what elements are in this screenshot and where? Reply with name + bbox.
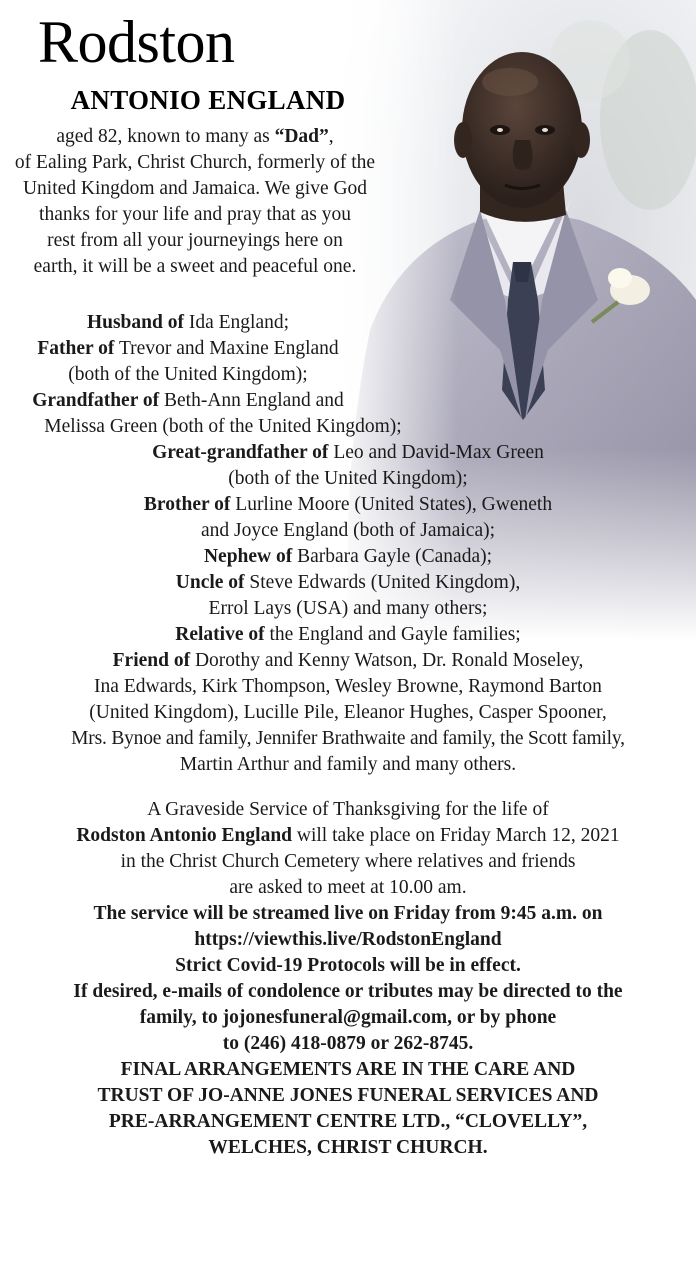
relation-line: Great-grandfather of Leo and David-Max Green (152, 442, 544, 463)
first-name-heading: Rodston (38, 9, 235, 75)
intro-line: United Kingdom and Jamaica. We give God (22, 178, 368, 199)
service-line: are asked to meet at 10.00 am. (229, 877, 467, 898)
intro-line: rest from all your journeyings here on (47, 230, 343, 251)
full-name-heading: ANTONIO ENGLAND (70, 85, 346, 115)
relation-line: Husband of Ida England; (86, 312, 290, 333)
stream-link-text: https://viewthis.live/RodstonEngland (194, 929, 502, 950)
arrangements-line: TRUST OF JO-ANNE JONES FUNERAL SERVICES AND (97, 1085, 599, 1106)
relation-line: Errol Lays (USA) and many others; (208, 598, 488, 619)
relation-line: (both of the United Kingdom); (228, 468, 468, 489)
relation-line: Ina Edwards, Kirk Thompson, Wesley Browne, Raymond Barton (94, 676, 602, 697)
notice-line: If desired, e-mails of condolence or tributes may be directed to the (73, 981, 623, 1002)
arrangements-line: PRE-ARRANGEMENT CENTRE LTD., “CLOVELLY”, (108, 1111, 588, 1132)
intro-line: aged 82, known to many as “Dad”, (56, 126, 334, 147)
relation-line: Father of Trevor and Maxine England (37, 338, 339, 359)
relation-line: Relative of the England and Gayle families; (175, 624, 521, 645)
relation-line: and Joyce England (both of Jamaica); (200, 520, 496, 541)
relation-line: Melissa Green (both of the United Kingdom); (44, 416, 402, 437)
relation-line: Uncle of Steve Edwards (United Kingdom), (175, 572, 521, 593)
intro-line: of Ealing Park, Christ Church, formerly of the (14, 152, 376, 173)
relation-line: Friend of Dorothy and Kenny Watson, Dr. Ronald Moseley, (112, 650, 584, 671)
service-line: Rodston Antonio England will take place on Friday March 12, 2021 (76, 825, 620, 846)
relation-line: Nephew of Barbara Gayle (Canada); (203, 546, 493, 567)
relation-line: Brother of Lurline Moore (United States), Gweneth (143, 494, 553, 515)
contact-email-text: family, to jojonesfuneral@gmail.com, or by phone (139, 1007, 557, 1028)
intro-line: thanks for your life and pray that as you (39, 204, 351, 225)
notice-line: The service will be streamed live on Friday from 9:45 a.m. on (93, 903, 603, 924)
arrangements-line: FINAL ARRANGEMENTS ARE IN THE CARE AND (120, 1059, 576, 1080)
relation-line: (United Kingdom), Lucille Pile, Eleanor Hughes, Casper Spooner, (89, 702, 607, 723)
relation-line: Grandfather of Beth-Ann England and (32, 390, 344, 411)
notice-line: Strict Covid-19 Protocols will be in effect. (175, 955, 521, 976)
service-line: A Graveside Service of Thanksgiving for the life of (147, 799, 549, 820)
relation-line: Mrs. Bynoe and family, Jennifer Brathwaite and family, the Scott family, (71, 728, 625, 749)
intro-line: earth, it will be a sweet and peaceful one. (33, 256, 357, 277)
relation-line: Martin Arthur and family and many others. (179, 754, 517, 775)
relation-line: (both of the United Kingdom); (68, 364, 308, 385)
contact-phone-text: to (246) 418-0879 or 262-8745. (222, 1033, 474, 1054)
service-line: in the Christ Church Cemetery where relatives and friends (120, 851, 576, 872)
arrangements-line: WELCHES, CHRIST CHURCH. (208, 1137, 488, 1158)
